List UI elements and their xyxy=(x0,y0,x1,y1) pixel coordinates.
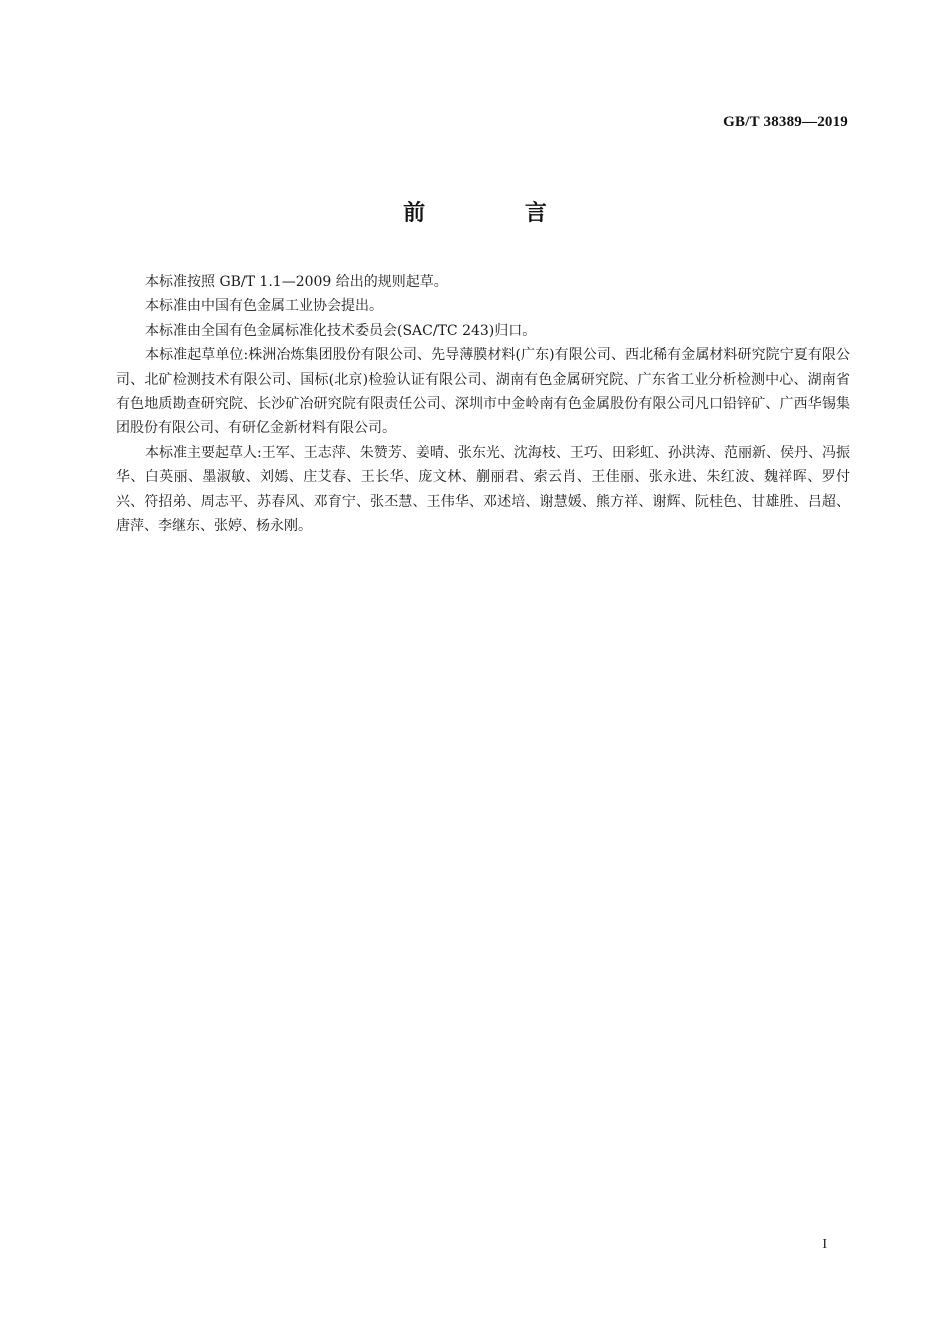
document-body xyxy=(116,270,850,538)
paragraph-drafting-rules: 本标准按照 GB/T 1.1—2009 给出的规则起草。 xyxy=(145,274,448,290)
section-title: 前 言 xyxy=(403,201,593,226)
paragraph-main-drafters: 本标准主要起草人:王军、王志萍、朱赞芳、姜晴、张东光、沈海枝、王巧、田彩虹、孙洪涛、范丽新、侯丹、冯振华、白英丽、墨淑敏、刘嫣、庄艾春、王长华、庞文林、蒯丽君、索云肖、王佳丽、张永进、朱红波、魏祥晖、罗付兴、符招弟、周志平、苏春风、邓育宁、张丕慧、王伟华、邓述培、谢慧媛、熊方祥、谢辉、阮桂色、甘雄胜、吕超、唐萍、李继东、张婷、杨永刚。 xyxy=(116,444,850,535)
paragraph-proposer: 本标准由中国有色金属工业协会提出。 xyxy=(145,298,383,315)
page-number: I xyxy=(822,1237,827,1252)
paragraph-drafting-organizations: 本标准起草单位:株洲冶炼集团股份有限公司、先导薄膜材料(广东)有限公司、西北稀有金属材料研究院宁夏有限公司、北矿检测技术有限公司、国标(北京)检验认证有限公司、湖南有色金属研究院、广东省工业分析检测中心、湖南省有色地质勘查研究院、长沙矿冶研究院有限责任公司、深圳市中金岭南有色金属股份有限公司凡口铅锌矿、广西华锡集团股份有限公司、有研亿金新材料有限公司。 xyxy=(116,347,850,437)
standard-number: GB/T 38389—2019 xyxy=(723,114,848,130)
paragraph-technical-committee: 本标准由全国有色金属标准化技术委员会(SAC/TC 243)归口。 xyxy=(145,322,537,339)
